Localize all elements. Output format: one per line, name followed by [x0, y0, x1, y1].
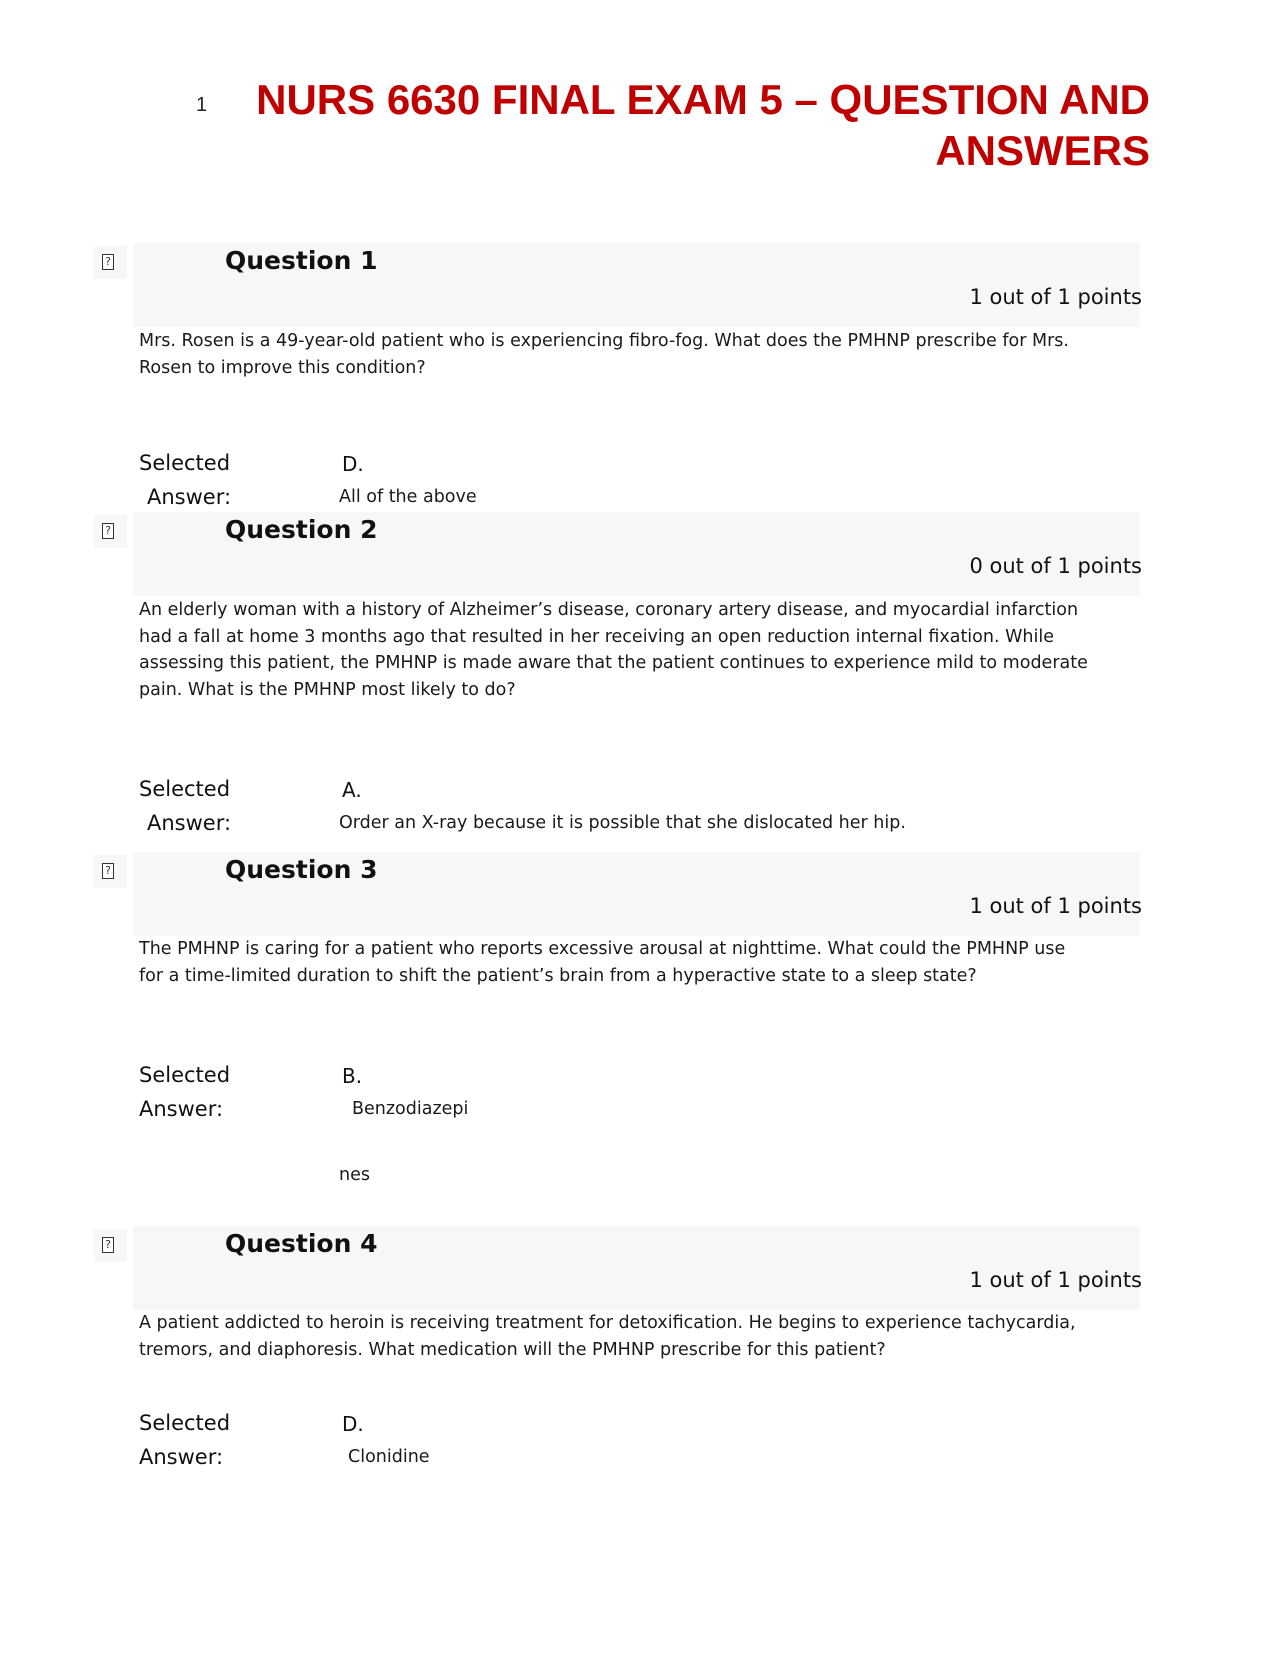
selected-answer-label: [139, 1406, 230, 1474]
answer-text: All of the above: [339, 487, 477, 507]
question-title: Question 3: [225, 855, 378, 884]
question-status-marker: [94, 246, 127, 279]
question-header: [133, 1226, 1140, 1310]
question-header: [133, 852, 1140, 936]
question-points: 1 out of 1 points: [969, 285, 1142, 309]
question-title: Question 2: [225, 515, 378, 544]
page-number: 1: [196, 94, 208, 116]
question-text: Mrs. Rosen is a 49-year-old patient who is experiencing fibro-fog. What does the PMHNP prescribe for Mrs. Rosen to improve this condition?: [139, 331, 1069, 378]
question-points: 1 out of 1 points: [969, 894, 1142, 918]
question-title: Question 1: [225, 246, 378, 275]
document-title-line1: NURS 6630 FINAL EXAM 5 – QUESTION AND: [256, 76, 1150, 123]
selected-label-line1: Selected: [139, 451, 231, 475]
selected-label-line2: Answer:: [147, 485, 232, 509]
document-title: [250, 74, 1150, 176]
answer-letter: D.: [342, 1412, 364, 1436]
broken-image-icon: ?: [102, 523, 114, 539]
selected-label-line2: Answer:: [147, 811, 232, 835]
question-points: 0 out of 1 points: [969, 554, 1142, 578]
answer-text-part1: Benzodiazepi: [352, 1099, 469, 1119]
answer-text: Order an X-ray because it is possible that she dislocated her hip.: [339, 813, 906, 833]
question-header: [133, 512, 1140, 596]
question-title: Question 4: [225, 1229, 378, 1258]
document-title-line2: ANSWERS: [935, 127, 1150, 174]
question-text: A patient addicted to heroin is receiving treatment for detoxification. He begins to experience tachycardia, tremors, and diaphoresis. What medication will the PMHNP prescribe for this patient?: [139, 1313, 1076, 1360]
answer-text: Clonidine: [348, 1447, 430, 1467]
answer-letter: A.: [342, 778, 362, 802]
selected-label-line1: Selected: [139, 1411, 231, 1435]
selected-label-line1: Selected: [139, 1063, 231, 1087]
broken-image-icon: ?: [102, 254, 114, 270]
question-points: 1 out of 1 points: [969, 1268, 1142, 1292]
broken-image-icon: ?: [102, 1237, 114, 1253]
selected-answer-label: [139, 446, 231, 514]
answer-text-part2: nes: [339, 1165, 370, 1185]
selected-answer-label: [139, 1058, 230, 1126]
answer-letter: D.: [342, 452, 364, 476]
question-status-marker: [94, 855, 127, 888]
question-text: An elderly woman with a history of Alzheimer’s disease, coronary artery disease, and myocardial infarction had a fall at home 3 months ago that resulted in her receiving an open reduction internal fixation. While assessing this patient, the PMHNP is made aware that the patient continues to experience mild to moderate pain. What is the PMHNP most likely to do?: [139, 600, 1088, 700]
question-header: [133, 243, 1140, 327]
question-text: The PMHNP is caring for a patient who reports excessive arousal at nighttime. What could the PMHNP use for a time-limited duration to shift the patient’s brain from a hyperactive state to a sleep state?: [139, 939, 1066, 986]
selected-label-line2: Answer:: [139, 1097, 224, 1121]
broken-image-icon: ?: [102, 863, 114, 879]
answer-letter: B.: [342, 1064, 363, 1088]
question-status-marker: [94, 1229, 127, 1262]
question-status-marker: [94, 515, 127, 548]
selected-label-line1: Selected: [139, 777, 231, 801]
selected-answer-label: [139, 772, 231, 840]
selected-label-line2: Answer:: [139, 1445, 224, 1469]
